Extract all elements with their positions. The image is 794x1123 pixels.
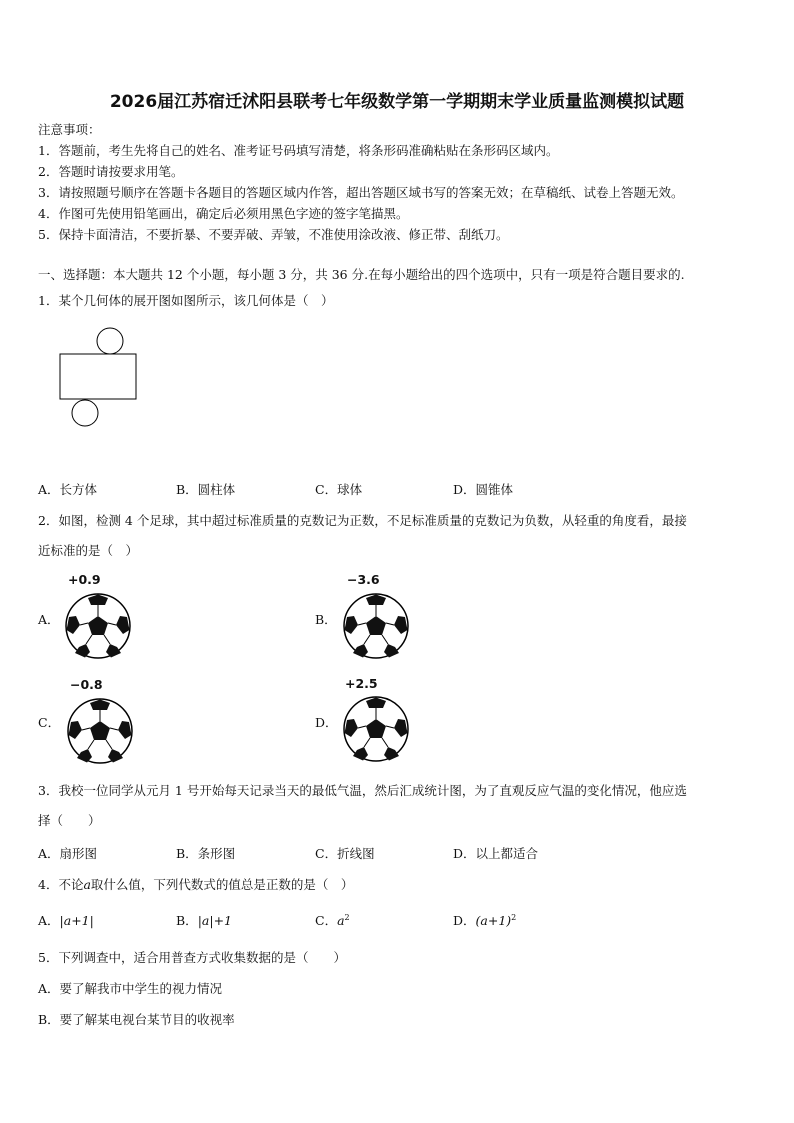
- q2-option-b[interactable]: B．: [315, 612, 337, 627]
- question-4-stem: [38, 875, 353, 893]
- expression: (a+1): [475, 913, 512, 928]
- q3-option-a[interactable]: A．扇形图: [38, 846, 98, 861]
- ball-a-value: +0.9: [68, 572, 101, 587]
- q4-option-b[interactable]: [176, 911, 232, 929]
- variable-a: a: [83, 877, 91, 892]
- option-letter: C．: [315, 913, 338, 928]
- q2-option-a[interactable]: A．: [38, 612, 60, 627]
- q2-option-c[interactable]: C．: [38, 715, 61, 730]
- notice-item: 5．保持卡面清洁，不要折暴、不要弄破、弄皱，不准使用涂改液、修正带、刮纸刀。: [38, 227, 509, 242]
- expression: |a|+1: [197, 913, 232, 928]
- question-1-stem: 1．某个几何体的展开图如图所示，该几何体是（ ）: [38, 293, 334, 308]
- q4-option-c[interactable]: [315, 911, 350, 929]
- q3-option-c[interactable]: C．折线图: [315, 846, 375, 861]
- q3-option-d[interactable]: D．以上都适合: [453, 846, 539, 861]
- stem-part: 4．不论: [38, 877, 84, 892]
- q1-option-a[interactable]: A．长方体: [38, 482, 98, 497]
- option-letter: A．: [38, 913, 60, 928]
- notice-item: 1．答题前，考生先将自己的姓名、准考证号码填写清楚，将条形码准确粘贴在条形码区域内。: [38, 143, 559, 158]
- soccer-ball-icon: [342, 592, 410, 660]
- ball-d-value: +2.5: [345, 676, 378, 691]
- ball-c-value: −0.8: [70, 677, 103, 692]
- question-2-stem-cont: 近标准的是（ ）: [38, 543, 139, 558]
- page-title: 2026届江苏宿迁沭阳县联考七年级数学第一学期期末学业质量监测模拟试题: [109, 92, 685, 112]
- notice-item: 3．请按照题号顺序在答题卡各题目的答题区域内作答，超出答题区域书写的答案无效；在草稿纸、试卷上答题无效。: [38, 185, 684, 200]
- question-5-stem: 5．下列调查中，适合用普查方式收集数据的是（ ）: [38, 950, 346, 965]
- exponent: 2: [344, 912, 350, 922]
- notice-heading: 注意事项：: [38, 122, 101, 137]
- q5-option-a[interactable]: A．要了解我市中学生的视力情况: [38, 981, 223, 996]
- question-2-stem: 2．如图，检测 4 个足球，其中超过标准质量的克数记为正数，不足标准质量的克数记为负数，从轻重的角度看，最接: [38, 513, 687, 528]
- expression: |a+1|: [59, 913, 94, 928]
- stem-part: 取什么值，下列代数式的值总是正数的是（ ）: [90, 877, 354, 892]
- option-letter: D．: [453, 913, 476, 928]
- q1-option-d[interactable]: D．圆锥体: [453, 482, 514, 497]
- soccer-ball-icon: [342, 695, 410, 763]
- q1-option-b[interactable]: B．圆柱体: [176, 482, 236, 497]
- notice-item: 2．答题时请按要求用笔。: [38, 164, 184, 179]
- exponent: 2: [511, 912, 517, 922]
- question-3-stem: 3．我校一位同学从元月 1 号开始每天记录当天的最低气温，然后汇成统计图，为了直观反应气温的变化情况，他应选: [38, 783, 687, 798]
- q5-option-b[interactable]: B．要了解某电视台某节目的收视率: [38, 1012, 235, 1027]
- q4-option-a[interactable]: [38, 911, 94, 929]
- notice-item: 4．作图可先使用铅笔画出，确定后必须用黑色字迹的签字笔描黑。: [38, 206, 409, 221]
- section-heading: 一、选择题：本大题共 12 个小题，每小题 3 分，共 36 分.在每小题给出的四个选项中，只有一项是符合题目要求的.: [38, 267, 685, 282]
- question-3-stem-cont: 择（ ）: [38, 813, 101, 828]
- q1-option-c[interactable]: C．球体: [315, 482, 363, 497]
- soccer-ball-icon: [66, 697, 134, 765]
- cylinder-net-figure: [55, 325, 145, 430]
- soccer-ball-icon: [64, 592, 132, 660]
- option-letter: B．: [176, 913, 198, 928]
- q2-option-d[interactable]: D．: [315, 715, 338, 730]
- q3-option-b[interactable]: B．条形图: [176, 846, 236, 861]
- q4-option-d[interactable]: [453, 911, 516, 929]
- ball-b-value: −3.6: [347, 572, 380, 587]
- expression: a: [337, 913, 345, 928]
